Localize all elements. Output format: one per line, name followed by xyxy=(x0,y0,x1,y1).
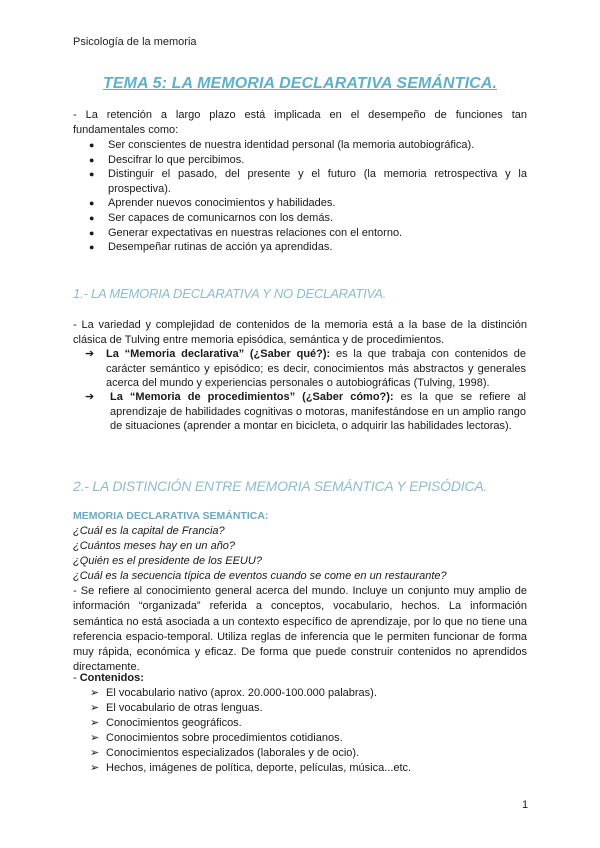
arrowhead-icon: ➢ xyxy=(90,747,100,759)
bullet-icon: ● xyxy=(89,212,95,223)
bullet-icon: ● xyxy=(89,154,95,165)
arrowhead-icon: ➢ xyxy=(90,717,100,729)
list-item: ➢ Hechos, imágenes de política, deporte, películas, música...etc. xyxy=(90,762,412,774)
arrowhead-icon: ➢ xyxy=(90,702,100,714)
intro-line-1: - La retención a largo plazo está implicada en el desempeño de funciones tan xyxy=(73,109,527,121)
bullet-icon: ● xyxy=(89,169,95,180)
page-number: 1 xyxy=(522,799,529,811)
section-2-paragraph: - Se refiere al conocimiento general acerca del mundo. Incluye un conjunto muy amplio de información “organizada” referida a conceptos, vocabulario, hechos. La información semántica no está asociada a un contexto específico de aprendizaje, por lo que no tiene una referencia espacio-temporal. Utiliza reglas de inferencia que le permiten funcionar de forma muy rápida, económica y eficaz. De forma que puede construir contenidos no aprendidos directamente. xyxy=(73,585,527,674)
list-item: ● Generar expectativas en nuestras relaciones con el entorno. xyxy=(89,226,403,239)
list-item: ➢ Conocimientos geográficos. xyxy=(90,717,242,729)
section-heading-1: 1.- LA MEMORIA DECLARATIVA Y NO DECLARATIVA. xyxy=(73,286,387,301)
list-item: ● Distinguir el pasado, del presente y el futuro (la memoria retrospectiva y la prospectiva). xyxy=(89,168,527,195)
bullet-icon: ● xyxy=(89,242,95,253)
intro-bullet-list xyxy=(73,138,527,255)
running-header: Psicología de la memoria xyxy=(73,36,197,48)
question-4: ¿Cuál es la secuencia típica de eventos cuando se come en un restaurante? xyxy=(73,570,447,582)
document-page: Psicología de la memoria TEMA 5: LA MEMORIA DECLARATIVA SEMÁNTICA. - La retención a largo plazo está implicada en el desempeño de funciones tan fundamentales como: ● Ser conscientes de nuestra identidad personal (la memoria autobiográfica). ● Descifrar lo que percibimos. ● Distinguir el pasado, del presente y el futuro (la memoria retrospectiva y la prospectiva). ● Aprender nuevos conocimientos y habilidades. ● Ser capaces de comunicarnos con los demás. ● Generar expectativas en nuestras relaciones con el entorno. ● Desempeñar rutinas de acción ya aprendidas. 1.- LA MEMORIA DECLARATIVA Y NO DECLARATIVA. - La variedad y complejidad de contenidos de la memoria está a la base de la distinción clásica de Tulving entre memoria episódica, semántica y de procedimientos. ➔ La “Memoria declarativa” (¿Saber qué?): es la que trabaja con contenidos de carácter semántico y episódico; es decir, conocimientos más abstractos y generales acerca del mundo y experiencias personales o autobiográficas (Tulving, 1998). ➔ La “Memoria de procedimientos” (¿Saber cómo?): es la que se refiere al aprendizaje de habilidades cognitivas o motoras, manifestándose en un amplio rango de situaciones (aprender a montar en bicicleta, o adquirir las habilidades lectoras). 2.- LA DISTINCIÓN ENTRE MEMORIA SEMÁNTICA Y EPISÓDICA. MEMORIA DECLARATIVA SEMÁNTICA: ¿Cuál es la capital de Francia? ¿Cuántos meses hay en un año? ¿Quién es el presidente de los EEUU? ¿Cuál es la secuencia típica de eventos cuando se come en un restaurante? - Se refiere al conocimiento general acerca del mundo. Incluye un conjunto muy amplio de información “organizada” referida a conceptos, vocabulario, hechos. La información semántica no está asociada a un contexto específico de aprendizaje, por lo que no tiene una referencia espacio-temporal. Utiliza reglas de inferencia que le permiten funcionar de forma muy rápida, económica y eficaz. De forma que puede construir contenidos no aprendidos directamente. - Contenidos: ➢ El vocabulario nativo (aprox. 20.000-100.000 palabras). ➢ El vocabulario de otras lenguas. ➢ Conocimientos geográficos. ➢ Conocimientos sobre procedimientos cotidianos. ➢ Conocimientos especializados (laborales y de ocio). ➢ Hechos, imágenes de política, deporte, películas, música...etc. 1 xyxy=(0,0,600,848)
section-heading-2: 2.- LA DISTINCIÓN ENTRE MEMORIA SEMÁNTICA Y EPISÓDICA. xyxy=(73,478,488,494)
arrow-right-icon: ➔ xyxy=(85,348,95,360)
subheading: MEMORIA DECLARATIVA SEMÁNTICA: xyxy=(73,510,269,522)
bullet-icon: ● xyxy=(89,140,95,150)
question-2: ¿Cuántos meses hay en un año? xyxy=(73,540,236,552)
bullet-icon: ● xyxy=(89,227,95,238)
list-item: ● Aprender nuevos conocimientos y habilidades. xyxy=(89,197,336,210)
list-item: ● Descifrar lo que percibimos. xyxy=(89,153,245,166)
arrowhead-icon: ➢ xyxy=(90,762,100,774)
page-title: TEMA 5: LA MEMORIA DECLARATIVA SEMÁNTICA. xyxy=(102,75,497,92)
question-1: ¿Cuál es la capital de Francia? xyxy=(73,525,225,537)
list-item: ➢ Conocimientos especializados (laborales y de ocio). xyxy=(90,747,360,759)
contents-list xyxy=(73,686,527,776)
contents-label: - Contenidos: xyxy=(73,672,144,684)
list-item: ➢ Conocimientos sobre procedimientos cotidianos. xyxy=(90,732,343,744)
list-item: ➢ El vocabulario de otras lenguas. xyxy=(90,702,263,714)
list-item: ● Desempeñar rutinas de acción ya aprendidas. xyxy=(89,241,333,254)
list-item: ➢ El vocabulario nativo (aprox. 20.000-100.000 palabras). xyxy=(90,687,377,699)
arrow-right-icon: ➔ xyxy=(85,391,95,403)
list-item: ● Ser conscientes de nuestra identidad personal (la memoria autobiográfica). xyxy=(89,139,475,151)
intro-line-2: fundamentales como: xyxy=(73,124,179,136)
list-item: ● Ser capaces de comunicarnos con los demás. xyxy=(89,211,334,224)
question-3: ¿Quién es el presidente de los EEUU? xyxy=(73,555,262,567)
section-1-paragraph: - La variedad y complejidad de contenidos de la memoria está a la base de la distinción clásica de Tulving entre memoria episódica, semántica y de procedimientos. xyxy=(73,319,527,346)
arrowhead-icon: ➢ xyxy=(90,687,100,699)
bullet-icon: ● xyxy=(89,198,95,209)
arrowhead-icon: ➢ xyxy=(90,732,100,744)
